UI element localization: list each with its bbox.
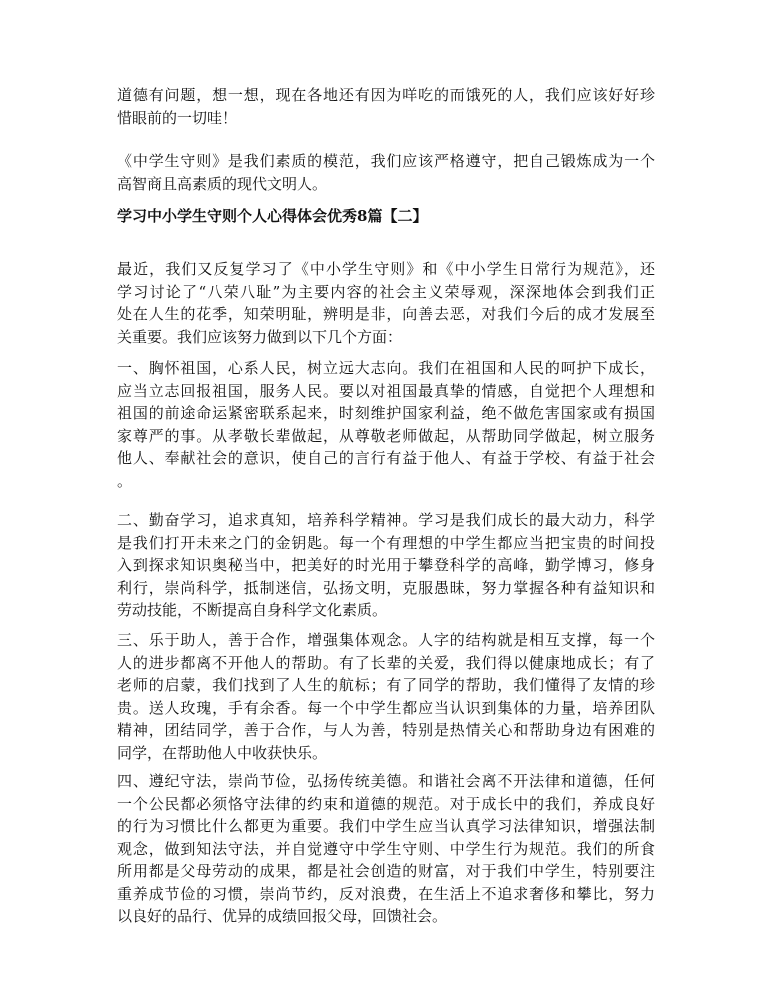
text-line: 惜眼前的一切哇！ — [117, 108, 238, 127]
text-line: 祖国的前途命运紧密联系起来，时刻维护国家利益，绝不做危害国家或有损国 — [117, 404, 655, 422]
text-line: 老师的启蒙，我们找到了人生的航标；有了同学的帮助，我们懂得了友情的珍 — [117, 676, 655, 694]
text-line: 学习讨论了“八荣八耻”为主要内容的社会主义荣辱观，深深地体会到我们正 — [117, 282, 655, 301]
paragraph-7 — [117, 770, 655, 928]
paragraph-1 — [117, 84, 655, 129]
text-line: 《中学生守则》是我们素质的模范，我们应该严格遵守，把自己锻炼成为一个 — [117, 152, 655, 170]
paragraph-3 — [117, 258, 655, 348]
text-line: 是我们打开未来之门的金钥匙。每一个有理想的中学生都应当把宝贵的时间投 — [117, 533, 655, 552]
text-line: 观念，做到知法守法，并自觉遵守中学生守则、中学生行为规范。我们的所食 — [117, 839, 655, 858]
text-line: 所用都是父母劳动的成果，都是社会创造的财富，对于我们中学生，特别要注 — [117, 862, 655, 880]
text-line: 利行，崇尚科学，抵制迷信，弘扬文明，克服愚昧，努力掌握各种有益知识和 — [117, 578, 655, 597]
text-line: 四、遵纪守法，崇尚节俭，弘扬传统美德。和谐社会离不开法律和道德，任何 — [117, 772, 655, 790]
text-line: 人的进步都离不开他人的帮助。有了长辈的关爱，我们得以健康地成长；有了 — [117, 653, 655, 672]
text-line: 一、胸怀祖国，心系人民，树立远大志向。我们在祖国和人民的呵护下成长， — [117, 359, 655, 377]
text-line: 入到探求知识奥秘当中，把美好的时光用于攀登科学的高峰，勤学博习，修身 — [117, 556, 655, 574]
text-line: 最近，我们又反复学习了《中小学生守则》和《中小学生日常行为规范》，还 — [117, 260, 655, 278]
text-line: 的行为习惯比什么都更为重要。我们中学生应当认真学习法律知识，增强法制 — [117, 817, 655, 835]
text-line: 三、乐于助人，善于合作，增强集体观念。人字的结构就是相互支撑，每一个 — [117, 631, 655, 649]
paragraph-6 — [117, 629, 655, 764]
text-line: 贵。送人玫瑰，手有余香。每一个中学生都应当认识到集体的力量，培养团队 — [117, 698, 655, 717]
text-line: 二、勤奋学习，追求真知，培养科学精神。学习是我们成长的最大动力，科学 — [117, 511, 655, 529]
text-line: 处在人生的花季，知荣明耻，辨明是非，向善去恶，对我们今后的成才发展至 — [117, 305, 655, 323]
text-line: 劳动技能，不断提高自身科学文化素质。 — [117, 601, 388, 619]
text-line: 精神，团结同学，善于合作，与人为善，特别是热情关心和帮助身边有困难的 — [117, 721, 655, 739]
paragraph-4 — [117, 357, 655, 492]
paragraph-2 — [117, 150, 655, 195]
heading-text: 学习中小学生守则个人心得体会优秀8篇【二】 — [117, 207, 428, 225]
text-line: 高智商且高素质的现代文明人。 — [117, 174, 328, 193]
text-line: 。 — [117, 471, 133, 490]
text-line: 家尊严的事。从孝敬长辈做起，从尊敬老师做起，从帮助同学做起，树立服务 — [117, 426, 655, 445]
text-line: 重养成节俭的习惯，崇尚节约，反对浪费，在生活上不追求奢侈和攀比，努力 — [117, 884, 655, 903]
text-line: 同学，在帮助他人中收获快乐。 — [117, 743, 328, 762]
text-line: 应当立志回报祖国，服务人民。要以对祖国最真挚的情感，自觉把个人理想和 — [117, 381, 655, 400]
text-line: 关重要。我们应该努力做到以下几个方面： — [117, 327, 403, 346]
text-line: 道德有问题，想一想，现在各地还有因为咩吃的而饿死的人，我们应该好好珍 — [117, 86, 655, 104]
paragraph-5 — [117, 509, 655, 622]
text-line: 以良好的品行、优异的成绩回报父母，回馈社会。 — [117, 907, 448, 925]
section-heading — [117, 205, 655, 228]
text-line: 他人、奉献社会的意识，使自己的言行有益于他人、有益于学校、有益于社会 — [117, 449, 655, 467]
text-line: 一个公民都必须恪守法律的约束和道德的规范。对于成长中的我们，养成良好 — [117, 794, 655, 813]
